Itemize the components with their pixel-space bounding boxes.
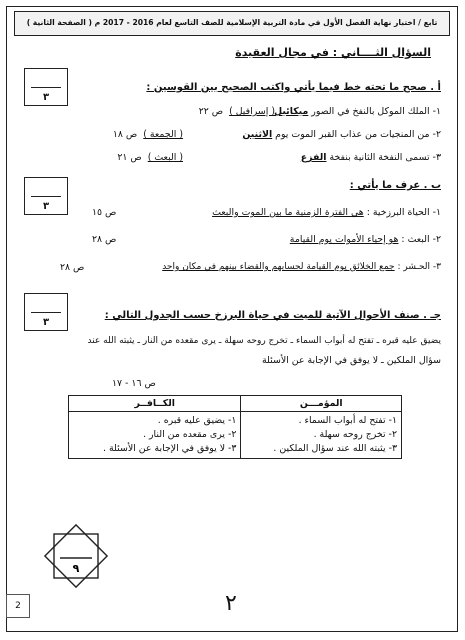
part-a-item-3: [301, 152, 441, 163]
handwritten-page-number: ٢: [225, 591, 237, 616]
score-box-part-a: [24, 68, 68, 106]
part-b-title: ب . عرف ما يأتي :: [349, 180, 441, 191]
list-item: ٢- يرى مقعده من النار .: [143, 429, 237, 440]
underlined-word: الاثنين: [242, 129, 273, 140]
item-text: ٣- تسمى النفخة الثانية بنفخة: [326, 152, 441, 163]
answer-text: ( البعث ): [147, 152, 183, 163]
definition: جمع الخلائق يوم القيامة لحسابهم والقضاء بينهم في مكان واحد: [162, 262, 395, 272]
believer-cell: [241, 412, 402, 459]
table-row: [69, 412, 402, 459]
part-b-item-3: [162, 262, 441, 272]
star-score-value: ٩: [72, 562, 80, 575]
score-value: ٣: [42, 92, 50, 103]
part-b-item-1: [212, 207, 441, 218]
exam-header: تابع / اختبار نهاية الفصل الأول في مادة التربية الإسلامية للصف التاسع لعام 2016 - 2017 م ( الصفحة الثانية ): [14, 11, 450, 36]
column-header-believer: المؤمـــن: [241, 396, 402, 412]
underlined-word: ميكائيل: [273, 106, 309, 117]
score-divider: [31, 196, 61, 197]
item-text: ٢- من المنجيات من عذاب القبر الموت يوم: [272, 129, 441, 140]
item-text: ١- الملك الموكل بالنفخ في الصور: [308, 106, 441, 117]
score-box-part-c: [24, 293, 68, 331]
underlined-word: الفزع: [300, 152, 327, 163]
table-header-row: [69, 396, 402, 412]
page-ref-b1: ص ١٥: [92, 207, 117, 218]
page-ref: ص ٢٢: [198, 106, 224, 117]
section-title: السؤال الثــــاني : في مجال العقيدة: [235, 46, 431, 59]
classification-table: [68, 395, 402, 459]
score-value: ٣: [42, 317, 50, 328]
page-ref: ص ١٨: [112, 129, 138, 140]
score-value: ٣: [42, 201, 50, 212]
score-divider: [31, 87, 61, 88]
part-a-item-2: [242, 129, 441, 140]
word-bank-line-1: يضيق عليه قبره ـ تفتح له أبواب السماء ـ تخرج روحه سهلة ـ يرى مقعده من النار ـ يثبته الله عند: [87, 336, 441, 346]
part-a-answer-2: [113, 129, 183, 140]
word-bank-line-2: سؤال الملكين ـ لا يوفق في الإجابة عن الأسئلة: [262, 355, 441, 366]
part-a-answer-1: [199, 106, 275, 117]
page-ref-b3: ص ٢٨: [60, 262, 85, 273]
part-a-answer-3: [117, 152, 183, 163]
term: ١- الحياة البرزخية :: [363, 207, 441, 218]
page-ref: ص ٢١: [117, 152, 142, 163]
page-ref-c: ص ١٦ - ١٧: [112, 378, 156, 389]
list-item: ٣- يثبته الله عند سؤال الملكين .: [273, 443, 397, 454]
page-ref-b2: ص ٢٨: [92, 234, 117, 245]
star-score-icon: [40, 520, 112, 592]
definition: هو إحياء الأموات يوم القيامة: [289, 234, 399, 245]
score-box-part-b: [24, 177, 68, 215]
list-item: ٣- لا يوفق في الإجابة عن الأسئلة .: [103, 443, 237, 454]
answer-text: ( الجمعة ): [143, 129, 183, 140]
list-item: ١- يضيق عليه قبره .: [157, 415, 237, 426]
part-c-title: جـ . صنف الأحوال الآتية للميت في حياة البرزخ حسب الجدول التالي :: [104, 310, 441, 321]
column-header-disbeliever: الكــافــر: [69, 396, 241, 412]
list-item: ١- تفتح له أبواب السماء .: [298, 415, 397, 426]
term: ٢- البعث :: [398, 234, 441, 245]
page-number-box: 2: [6, 594, 30, 618]
term: ٣- الحـشر :: [394, 262, 441, 272]
disbeliever-cell: [69, 412, 241, 459]
definition: هي الفترة الزمنية ما بين الموت والبعث: [212, 207, 364, 218]
list-item: ٢- تخرج روحه سهلة .: [313, 429, 397, 440]
score-divider: [31, 312, 61, 313]
part-a-item-1: [274, 106, 441, 117]
answer-text: ( إسرافيل ): [229, 106, 275, 117]
part-b-item-2: [290, 234, 441, 245]
part-a-title: أ . صحح ما تحته خط فيما يأتي واكتب الصحيح بين القوسين :: [146, 82, 441, 93]
